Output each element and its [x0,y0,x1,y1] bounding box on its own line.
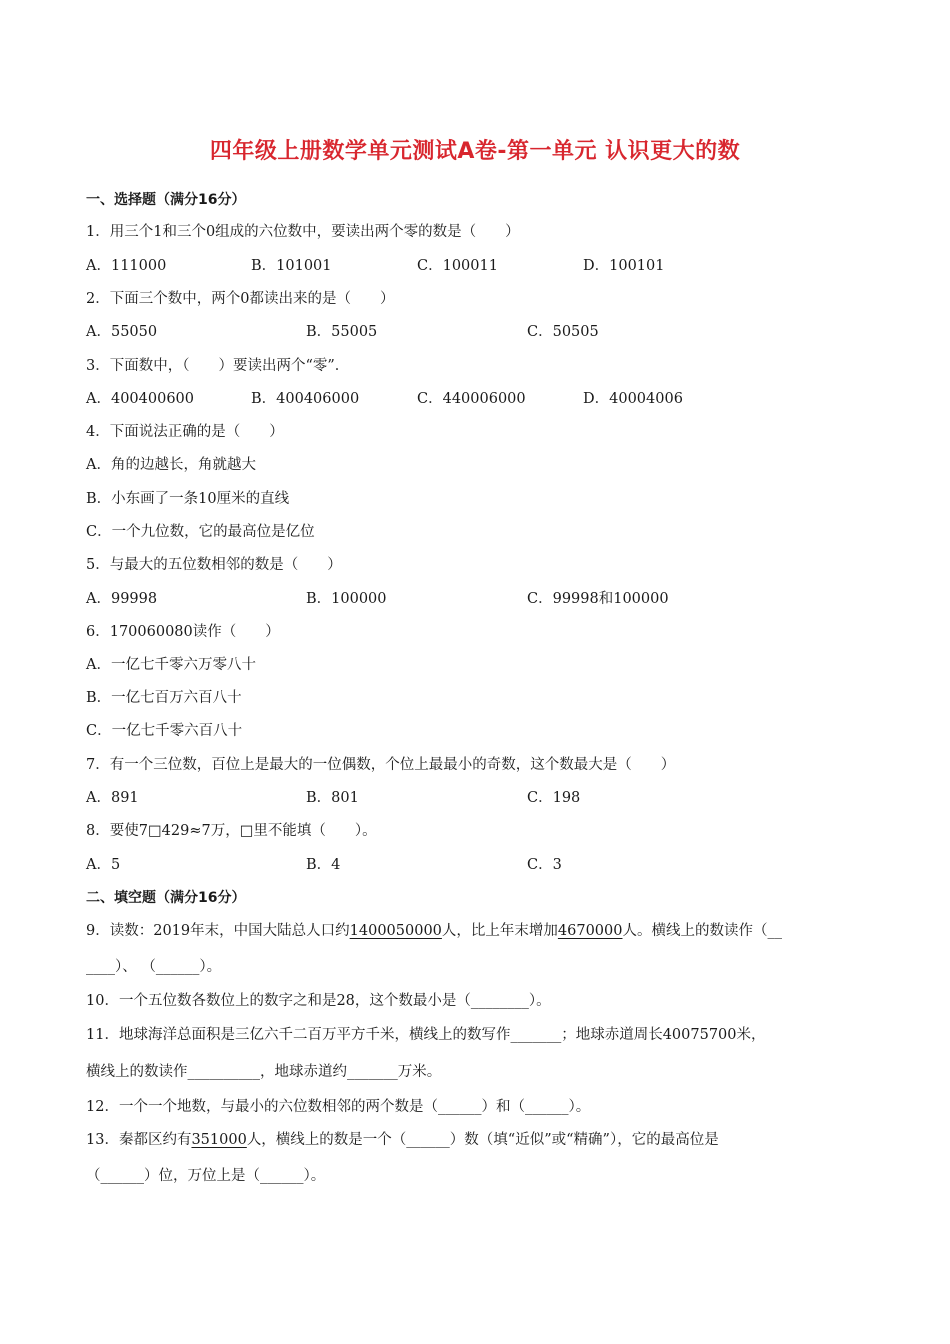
question-9-line-2: ____）、 （______）。 [86,959,222,975]
question-2-stem: 2．下面三个数中，两个0都读出来的是（ ） [86,291,395,307]
q9-text-part-2: 人，比上年末增加 [441,923,558,939]
question-5-stem: 5．与最大的五位数相邻的数是（ ） [86,557,342,573]
q6-option-b: B．一亿七百万六百八十 [86,690,242,706]
q13-text-part-2: 人，横线上的数是一个（______）数（填“近似”或“精确”），它的最高位是 [246,1132,719,1148]
question-8-stem: 8．要使7□429≈7万，□里不能填（ ）。 [86,823,377,839]
question-4-stem: 4．下面说法正确的是（ ） [86,424,284,440]
question-1-stem: 1．用三个1和三个0组成的六位数中，要读出两个零的数是（ ） [86,224,520,240]
q4-option-c: C．一个九位数，它的最高位是亿位 [86,524,315,540]
question-11-line-2: 横线上的数读作__________，地球赤道约_______万米。 [86,1064,442,1080]
q5-option-a: A．99998 [86,591,158,607]
q1-option-a: A．111000 [86,258,167,274]
q9-text-part-1: 9．读数：2019年末，中国大陆总人口约 [86,923,350,939]
q3-option-d: D．40004006 [583,391,683,407]
q1-option-b: B．101001 [251,258,332,274]
q8-option-c: C．3 [527,857,562,873]
q1-option-d: D．100101 [583,258,665,274]
question-6-stem: 6．170060080读作（ ） [86,624,280,640]
question-3-stem: 3．下面数中，（ ）要读出两个“零”． [86,358,350,374]
q13-text-part-1: 13．秦都区约有 [86,1132,192,1148]
q7-option-b: B．801 [306,790,359,806]
question-9-line-1 [86,921,782,941]
q2-option-b: B．55005 [306,324,378,340]
q8-option-a: A．5 [86,857,121,873]
q3-option-b: B．400406000 [251,391,360,407]
q9-underlined-number-1: 1400050000 [349,923,442,939]
q3-option-a: A．400400600 [86,391,194,407]
q8-option-b: B．4 [306,857,341,873]
question-10: 10．一个五位数各数位上的数字之和是28，这个数最小是（________）。 [86,993,551,1009]
question-11-line-1: 11．地球海洋总面积是三亿六千二百万平方千米，横线上的数写作_______；地球赤道周长40075700米， [86,1027,766,1043]
section-heading-fill: 二、填空题（满分16分） [86,890,246,906]
q13-underlined-number: 351000 [191,1132,247,1148]
question-7-stem: 7．有一个三位数，百位上是最大的一位偶数，个位上最最小的奇数，这个数最大是（ ） [86,757,676,773]
section-heading-choice: 一、选择题（满分16分） [86,192,246,208]
q9-underlined-number-2: 4670000 [557,923,623,939]
q4-option-a: A．角的边越长，角就越大 [86,457,256,473]
page-title: 四年级上册数学单元测试A卷-第一单元 认识更大的数 [209,139,741,164]
q9-text-part-3: 人。横线上的数读作（__ [622,923,782,939]
q5-option-c: C．99998和100000 [527,591,669,607]
q7-option-a: A．891 [86,790,139,806]
q3-option-c: C．440006000 [417,391,526,407]
q2-option-c: C．50505 [527,324,599,340]
q4-option-b: B．小东画了一条10厘米的直线 [86,491,290,507]
q1-option-c: C．100011 [417,258,498,274]
question-13-line-2: （______）位，万位上是（______）。 [86,1168,326,1184]
question-13-line-1 [86,1130,719,1150]
q5-option-b: B．100000 [306,591,387,607]
question-12: 12．一个一个地数，与最小的六位数相邻的两个数是（______）和（______）。 [86,1099,591,1115]
q6-option-a: A．一亿七千零六万零八十 [86,657,256,673]
q6-option-c: C．一亿七千零六百八十 [86,723,243,739]
q7-option-c: C．198 [527,790,581,806]
q2-option-a: A．55050 [86,324,158,340]
